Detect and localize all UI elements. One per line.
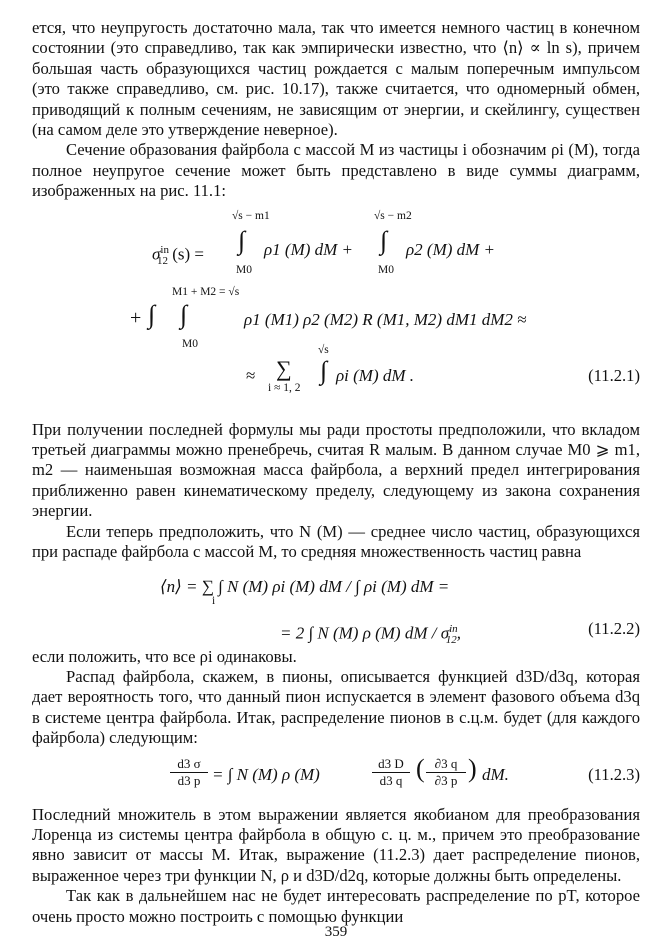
eq1-int3-outer-sign: ∫ [148,299,156,329]
eq1-int3-upper: M1 + M2 = √s [172,285,240,298]
eq3-frac-jacobian: ∂3 q ∂3 p [426,757,466,788]
eq2-line2: = 2 ∫ N (M) ρ (M) dM / $\sigma^{in}_{12}$, [280,622,461,646]
eq1-int2-lower: M0 [378,263,394,276]
eq2-line1: ⟨n⟩ = ∑ ∫ N (M) ρi (M) dM / ∫ ρi (M) dM = [160,576,450,596]
paragraph-7: Последний множитель в этом выражении является якобианом для преобразования Лоренца из системы центра файрбола в общую с. ц. м., причем это преобразование явно зависит от массы M. Итак, выражение (11.2.3) дает распределение пионов, выраженное через три функции N, ρ и d3D/d2q, которые должны быть определены. [32,804,640,885]
eq1-number: (11.2.1) [588,365,640,385]
eq3-close-paren: ) [468,753,477,783]
eq1-lhs: $\sigma^{in}_{12}$ (s) = [152,243,204,267]
eq1-line2-plus: + [130,306,142,329]
paragraph-6: Распад файрбола, скажем, в пионы, описывается функцией d3D/d3q, которая дает вероятность того, что данный пион испускается в элемент фазового объема d3q в системе центра файрбола. Итак, распределение пионов в с.ц.м. будет (для каждого файрбола) следующим: [32,666,640,748]
eq3-open-paren: ( [416,753,425,783]
eq2-sum-lower: i [212,594,216,607]
equation-11-2-1 [32,206,640,394]
eq1-int2-sign: ∫ [380,225,388,255]
eq1-term4: ρi (M) dM . [336,365,415,385]
eq2-number: (11.2.2) [588,618,640,638]
paragraph-4: Если теперь предположить, что N (M) — среднее число частиц, образующихся при распаде файрбола с массой M, то средняя множественность частиц равна [32,521,640,562]
paragraph-5: если положить, что все ρi одинаковы. [32,646,297,666]
equation-11-2-3 [32,755,640,805]
eq3-frac-dsigma-dp: d3 σ d3 p [170,757,208,788]
eq1-int1-sign: ∫ [238,225,246,255]
eq1-int4-sign: ∫ [320,355,328,385]
paragraph-3: При получении последней формулы мы ради простоты предположили, что вкладом третьей диаграммы можно пренебречь, считая R малым. В данном случае M0 ⩾ m1, m2 — наименьшая возможная масса файрбола, а верхний предел интегрирования приближенно равен кинематическому пределу, следующему из закона сохранения энергии. [32,419,640,521]
eq3-number: (11.2.3) [588,764,640,784]
eq1-int3-sign: ∫ [180,299,188,329]
eq1-int1-lower: M0 [236,263,252,276]
eq1-int3-lower: M0 [182,337,198,350]
page-number: 359 [324,924,348,940]
eq3-frac-dD-dq: d3 D d3 q [372,757,410,788]
eq1-line3-approx: ≈ [246,365,256,385]
equation-11-2-2 [32,571,640,647]
eq1-sum-sign: ∑ [276,355,292,381]
eq1-sum-lower: i ≈ 1, 2 [268,381,301,394]
eq1-term1: ρ1 (M) dM + [264,239,354,259]
eq1-int4-upper: √s [318,343,329,356]
eq1-int2-upper: √s − m2 [374,209,412,222]
page [32,18,640,940]
eq3-end: dM. [482,764,509,784]
paragraph-2: Сечение образования файрбола с массой M из частицы i обозначим ρi (M), тогда полное неупругое сечение может быть представлено в виде суммы диаграмм, изображенных на рис. 11.1: [32,140,640,201]
paragraph-8: Так как в дальнейшем нас не будет интересовать распределение по pT, которое очень просто можно построить с помощью функции [32,886,640,926]
eq1-int1-upper: √s − m1 [232,209,270,222]
paragraph-1: ется, что неупругость достаточно мала, так что имеется немного частиц в конечном состоянии (это справедливо, так как эмпирически известно, что ⟨n⟩ ∝ ln s), причем большая часть образующихся частиц рождается с малым поперечным импульсом (это также справедливо, см. рис. 10.17), также считается, что одномерный обмен, приводящий к полным сечениям, не зависящим от энергии, и скейлингу, существен (на самом деле это утверждение неверное). [32,18,640,140]
eq3-mid: = ∫ N (M) ρ (M) [212,764,320,784]
eq1-term3: ρ1 (M1) ρ2 (M2) R (M1, M2) dM1 dM2 ≈ [244,309,527,329]
eq1-term2: ρ2 (M) dM + [406,239,496,259]
